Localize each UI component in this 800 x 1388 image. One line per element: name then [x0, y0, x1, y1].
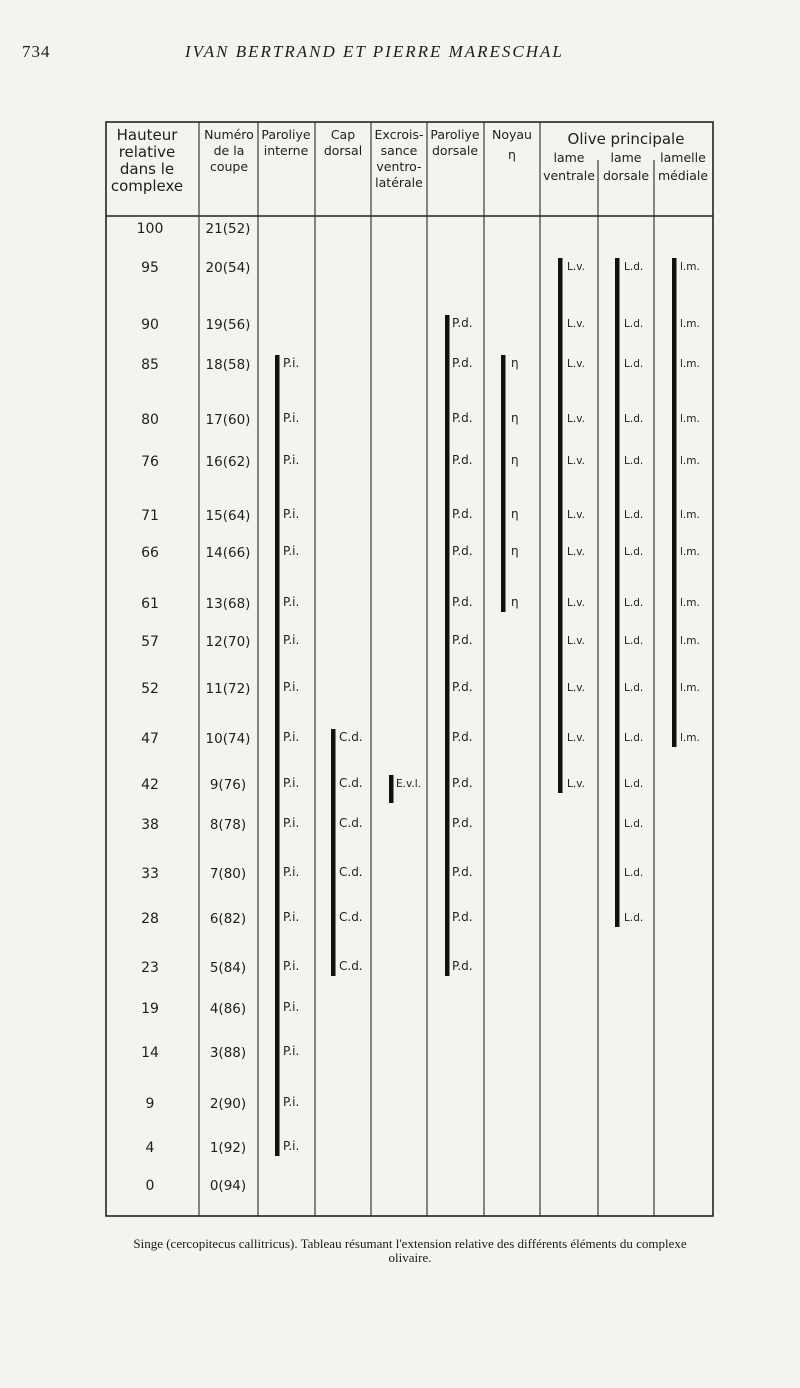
extent-label: L.d. — [624, 358, 644, 370]
header-cap-dorsal: Cap — [330, 127, 356, 142]
extent-label: L.d. — [624, 509, 644, 521]
extent-label: η — [511, 595, 519, 609]
height-value: 90 — [141, 317, 159, 333]
section-number: 15(64) — [205, 508, 251, 524]
extent-label: P.d. — [452, 316, 473, 330]
height-value: 19 — [141, 1001, 159, 1017]
extent-label: l.m. — [680, 732, 700, 744]
height-value: 85 — [141, 357, 159, 373]
extent-label: L.v. — [567, 261, 585, 273]
section-number: 5(84) — [209, 960, 247, 976]
extent-label: L.d. — [624, 546, 644, 558]
header-hauteur: dans le — [119, 160, 175, 178]
header-hauteur: relative — [118, 143, 176, 161]
height-value: 76 — [141, 454, 159, 470]
section-number: 3(88) — [209, 1045, 247, 1061]
height-value: 52 — [141, 681, 159, 697]
height-value: 71 — [141, 508, 159, 524]
section-number: 7(80) — [209, 866, 247, 882]
header-noyau: η — [508, 147, 516, 162]
extent-label: P.d. — [452, 453, 473, 467]
extent-label: C.d. — [339, 910, 363, 924]
extent-label: L.d. — [624, 818, 644, 830]
extent-bar — [558, 258, 563, 793]
extent-label: L.d. — [624, 682, 644, 694]
section-number: 19(56) — [205, 317, 251, 333]
extent-label: l.m. — [680, 318, 700, 330]
extent-label: η — [511, 356, 519, 370]
extent-label: C.d. — [339, 730, 363, 744]
table-headers — [111, 126, 709, 195]
extent-label: l.m. — [680, 413, 700, 425]
extent-bar — [501, 355, 506, 612]
extent-label: l.m. — [680, 597, 700, 609]
header-lamelle-mediale: médiale — [657, 168, 709, 183]
extent-label: P.d. — [452, 544, 473, 558]
header-paroi-interne: interne — [263, 143, 309, 158]
extent-label: C.d. — [339, 776, 363, 790]
extent-label: η — [511, 411, 519, 425]
header-hauteur: Hauteur — [116, 126, 178, 144]
caption-line-1: Singe (cercopitecus callitricus). Tableau résumant l'extension relative des différents éléments du complexe — [133, 1236, 687, 1251]
section-number: 20(54) — [205, 260, 251, 276]
extent-label: L.v. — [567, 597, 585, 609]
caption-line-2: olivaire. — [388, 1250, 432, 1265]
height-value: 47 — [141, 731, 159, 747]
header-excroissance: sance — [380, 143, 418, 158]
table-grid — [106, 122, 713, 1216]
section-number: 13(68) — [205, 596, 251, 612]
extent-label: P.i. — [283, 816, 300, 830]
extent-label: P.d. — [452, 730, 473, 744]
header-lame-dorsale: dorsale — [602, 168, 650, 183]
header-noyau: Noyau — [492, 127, 532, 142]
header-olive-principale: Olive principale — [567, 130, 685, 148]
extent-bar — [672, 258, 677, 747]
extent-label: L.v. — [567, 318, 585, 330]
height-value: 57 — [141, 634, 159, 650]
extent-label: P.i. — [283, 1139, 300, 1153]
extent-label: P.i. — [283, 959, 300, 973]
section-number: 11(72) — [205, 681, 251, 697]
extent-label: P.i. — [283, 1044, 300, 1058]
section-number: 9(76) — [209, 777, 247, 793]
extent-label: l.m. — [680, 546, 700, 558]
page-number: 734 — [22, 42, 51, 61]
extent-label: P.i. — [283, 595, 300, 609]
extent-label: L.v. — [567, 455, 585, 467]
height-value: 28 — [141, 911, 159, 927]
height-value: 0 — [145, 1178, 155, 1194]
section-number: 12(70) — [205, 634, 251, 650]
extent-label: P.i. — [283, 1095, 300, 1109]
header-paroi-interne: Paroliye — [261, 127, 311, 142]
extent-label: P.i. — [283, 776, 300, 790]
extent-bar — [331, 729, 336, 976]
header-cap-dorsal: dorsal — [323, 143, 363, 158]
extent-label: P.d. — [452, 507, 473, 521]
extent-label: E.v.l. — [396, 778, 421, 790]
height-value: 4 — [145, 1140, 155, 1156]
header-excroissance: latérale — [375, 175, 423, 190]
header-paroi-dorsale: Paroliye — [430, 127, 480, 142]
height-value: 9 — [145, 1096, 155, 1112]
height-value: 80 — [141, 412, 159, 428]
height-value: 61 — [141, 596, 159, 612]
height-value: 100 — [136, 221, 164, 237]
extent-label: P.d. — [452, 411, 473, 425]
table-rows — [137, 221, 251, 1194]
extent-label: L.d. — [624, 912, 644, 924]
extent-label: l.m. — [680, 455, 700, 467]
extent-label: P.d. — [452, 816, 473, 830]
header-hauteur: complexe — [110, 177, 184, 195]
extent-label: P.i. — [283, 633, 300, 647]
extent-bar — [615, 258, 620, 927]
extent-label: P.d. — [452, 680, 473, 694]
section-number: 17(60) — [205, 412, 251, 428]
extent-label: C.d. — [339, 959, 363, 973]
header-excroissance: ventro- — [376, 159, 422, 174]
extent-label: l.m. — [680, 358, 700, 370]
extent-label: L.d. — [624, 867, 644, 879]
extent-label: P.i. — [283, 356, 300, 370]
header-numero: Numéro — [204, 127, 254, 142]
section-number: 0(94) — [209, 1178, 247, 1194]
extent-label: P.d. — [452, 910, 473, 924]
extent-label: L.v. — [567, 682, 585, 694]
extent-bars — [275, 258, 700, 1156]
extent-label: P.i. — [283, 453, 300, 467]
extent-bar — [389, 775, 394, 803]
extent-label: P.d. — [452, 595, 473, 609]
extent-label: L.d. — [624, 413, 644, 425]
extent-label: L.v. — [567, 509, 585, 521]
section-number: 6(82) — [209, 911, 247, 927]
header-lame-dorsale: lame — [610, 150, 642, 165]
height-value: 95 — [141, 260, 159, 276]
height-value: 42 — [141, 777, 159, 793]
section-number: 2(90) — [209, 1096, 247, 1112]
extent-label: L.v. — [567, 778, 585, 790]
header-lame-ventrale: lame — [553, 150, 585, 165]
extent-label: P.d. — [452, 633, 473, 647]
section-number: 8(78) — [209, 817, 247, 833]
extent-label: P.i. — [283, 411, 300, 425]
extent-label: L.d. — [624, 261, 644, 273]
extent-label: P.d. — [452, 776, 473, 790]
extent-label: P.i. — [283, 507, 300, 521]
section-number: 18(58) — [205, 357, 251, 373]
extent-label: L.v. — [567, 413, 585, 425]
extent-label: L.d. — [624, 318, 644, 330]
header-lamelle-mediale: lamelle — [660, 150, 706, 165]
section-number: 1(92) — [209, 1140, 247, 1156]
extent-label: L.d. — [624, 732, 644, 744]
height-value: 23 — [141, 960, 159, 976]
extent-label: l.m. — [680, 261, 700, 273]
height-value: 38 — [141, 817, 159, 833]
extent-label: P.i. — [283, 1000, 300, 1014]
section-number: 16(62) — [205, 454, 251, 470]
extent-label: L.v. — [567, 635, 585, 647]
extent-label: l.m. — [680, 635, 700, 647]
header-excroissance: Excrois- — [374, 127, 424, 142]
section-number: 4(86) — [209, 1001, 247, 1017]
height-value: 14 — [141, 1045, 159, 1061]
extent-label: P.i. — [283, 910, 300, 924]
extent-bar — [445, 315, 450, 976]
extent-label: P.i. — [283, 544, 300, 558]
extent-label: L.d. — [624, 597, 644, 609]
extent-label: L.v. — [567, 546, 585, 558]
extent-label: P.d. — [452, 959, 473, 973]
header-numero: de la — [213, 143, 245, 158]
running-head: IVAN BERTRAND ET PIERRE MARESCHAL — [185, 42, 564, 61]
extent-label: η — [511, 544, 519, 558]
figure-caption — [40, 1237, 780, 1265]
table-frame — [106, 122, 713, 1216]
extent-label: L.d. — [624, 455, 644, 467]
extent-bar — [275, 355, 280, 1156]
extent-label: L.v. — [567, 358, 585, 370]
header-paroi-dorsale: dorsale — [431, 143, 479, 158]
extent-label: L.d. — [624, 635, 644, 647]
extent-label: P.i. — [283, 730, 300, 744]
height-value: 33 — [141, 866, 159, 882]
extent-label: P.i. — [283, 865, 300, 879]
extent-label: L.v. — [567, 732, 585, 744]
extent-label: L.d. — [624, 778, 644, 790]
extent-label: P.d. — [452, 865, 473, 879]
header-numero: coupe — [209, 159, 249, 174]
section-number: 10(74) — [205, 731, 251, 747]
extent-label: l.m. — [680, 509, 700, 521]
section-number: 14(66) — [205, 545, 251, 561]
extent-label: η — [511, 453, 519, 467]
extent-label: C.d. — [339, 816, 363, 830]
extent-label: l.m. — [680, 682, 700, 694]
extent-label: P.i. — [283, 680, 300, 694]
section-number: 21(52) — [205, 221, 251, 237]
extent-label: η — [511, 507, 519, 521]
extent-label: C.d. — [339, 865, 363, 879]
header-lame-ventrale: ventrale — [543, 168, 595, 183]
height-value: 66 — [141, 545, 159, 561]
extent-label: P.d. — [452, 356, 473, 370]
